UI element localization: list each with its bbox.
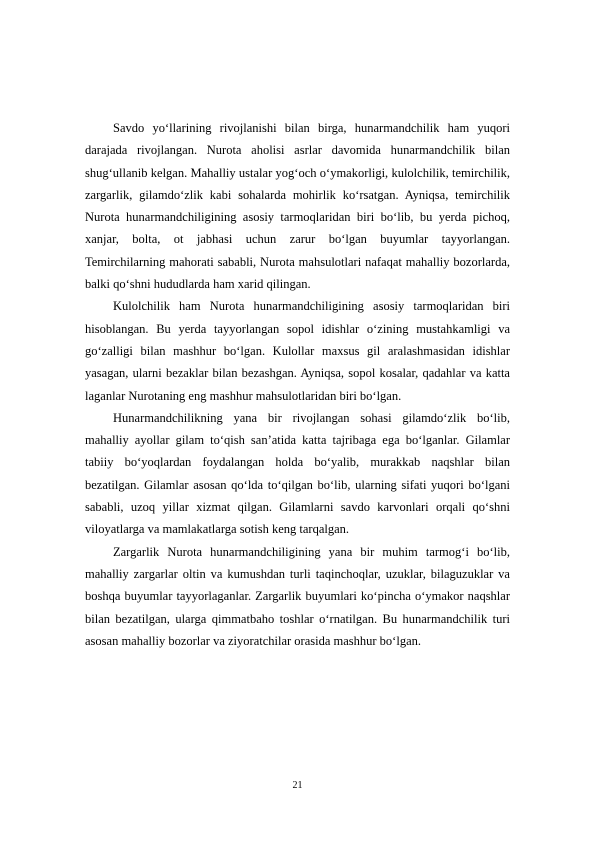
page-number: 21 [292, 780, 303, 791]
paragraph-savdo: Savdo yo‘llarining rivojlanishi bilan birga, hunarmandchilik ham yuqori darajada rivojlangan. Nurota aholisi asrlar davomida hunarmandchilik bilan shug‘ullanib kelgan. Mahalliy ustalar yog‘och o‘ymakorligi, kulolchilik, temirchilik, zargarlik, gilamdo‘zlik kabi sohalarda mohirlik ko‘rsatgan. Ayniqsa, temirchilik Nurota hunarmandchiligining asosiy tarmoqlaridan biri bo‘lib, bu yerda pichoq, xanjar, bolta, ot jabhasi uchun zarur bo‘lgan buyumlar tayyorlangan. Temirchilarning mahorati sababli, Nurota mahsulotlari nafaqat mahalliy bozorlarda, balki qo‘shni hududlarda ham xarid qilingan. [85, 121, 510, 292]
paragraph-kulolchilik: Kulolchilik ham Nurota hunarmandchiligining asosiy tarmoqlaridan biri hisoblangan. Bu yerda tayyorlangan sopol idishlar o‘zining mustahkamligi va go‘zalligi bilan mashhur bo‘lgan. Kulollar maxsus gil aralashmasidan idishlar yasagan, ularni bezaklar bilan bezashgan. Ayniqsa, sopol kosalar, qadahlar va katta laganlar Nurotaning eng mashhur mahsulotlaridan biri bo‘lgan. [85, 299, 510, 403]
body-text [85, 117, 510, 652]
paragraph-gilamdozlik: Hunarmandchilikning yana bir rivojlangan sohasi gilamdo‘zlik bo‘lib, mahalliy ayollar gilam to‘qish san’atida katta tajribaga ega bo‘lganlar. Gilamlar tabiiy bo‘yoqlardan foydalangan holda bo‘yalib, murakkab naqshlar bilan bezatilgan. Gilamlar asosan qo‘lda to‘qilgan bo‘lib, ularning sifati yuqori bo‘lgani sababli, uzoq yillar xizmat qilgan. Gilamlarni savdo karvonlari orqali qo‘shni viloyatlarga va mamlakatlarga sotish keng tarqalgan. [85, 410, 510, 537]
paragraph-zargarlik: Zargarlik Nurota hunarmandchiligining yana bir muhim tarmog‘i bo‘lib, mahalliy zargarlar oltin va kumushdan turli taqinchoqlar, uzuklar, bilaguzuklar va boshqa buyumlar tayyorlaganlar. Zargarlik buyumlari ko‘pincha o‘ymakor naqshlar bilan bezatilgan, ularga qimmatbaho toshlar o‘rnatilgan. Bu hunarmandchilik turi asosan mahalliy bozorlar va ziyoratchilar orasida mashhur bo‘lgan. [85, 544, 510, 648]
